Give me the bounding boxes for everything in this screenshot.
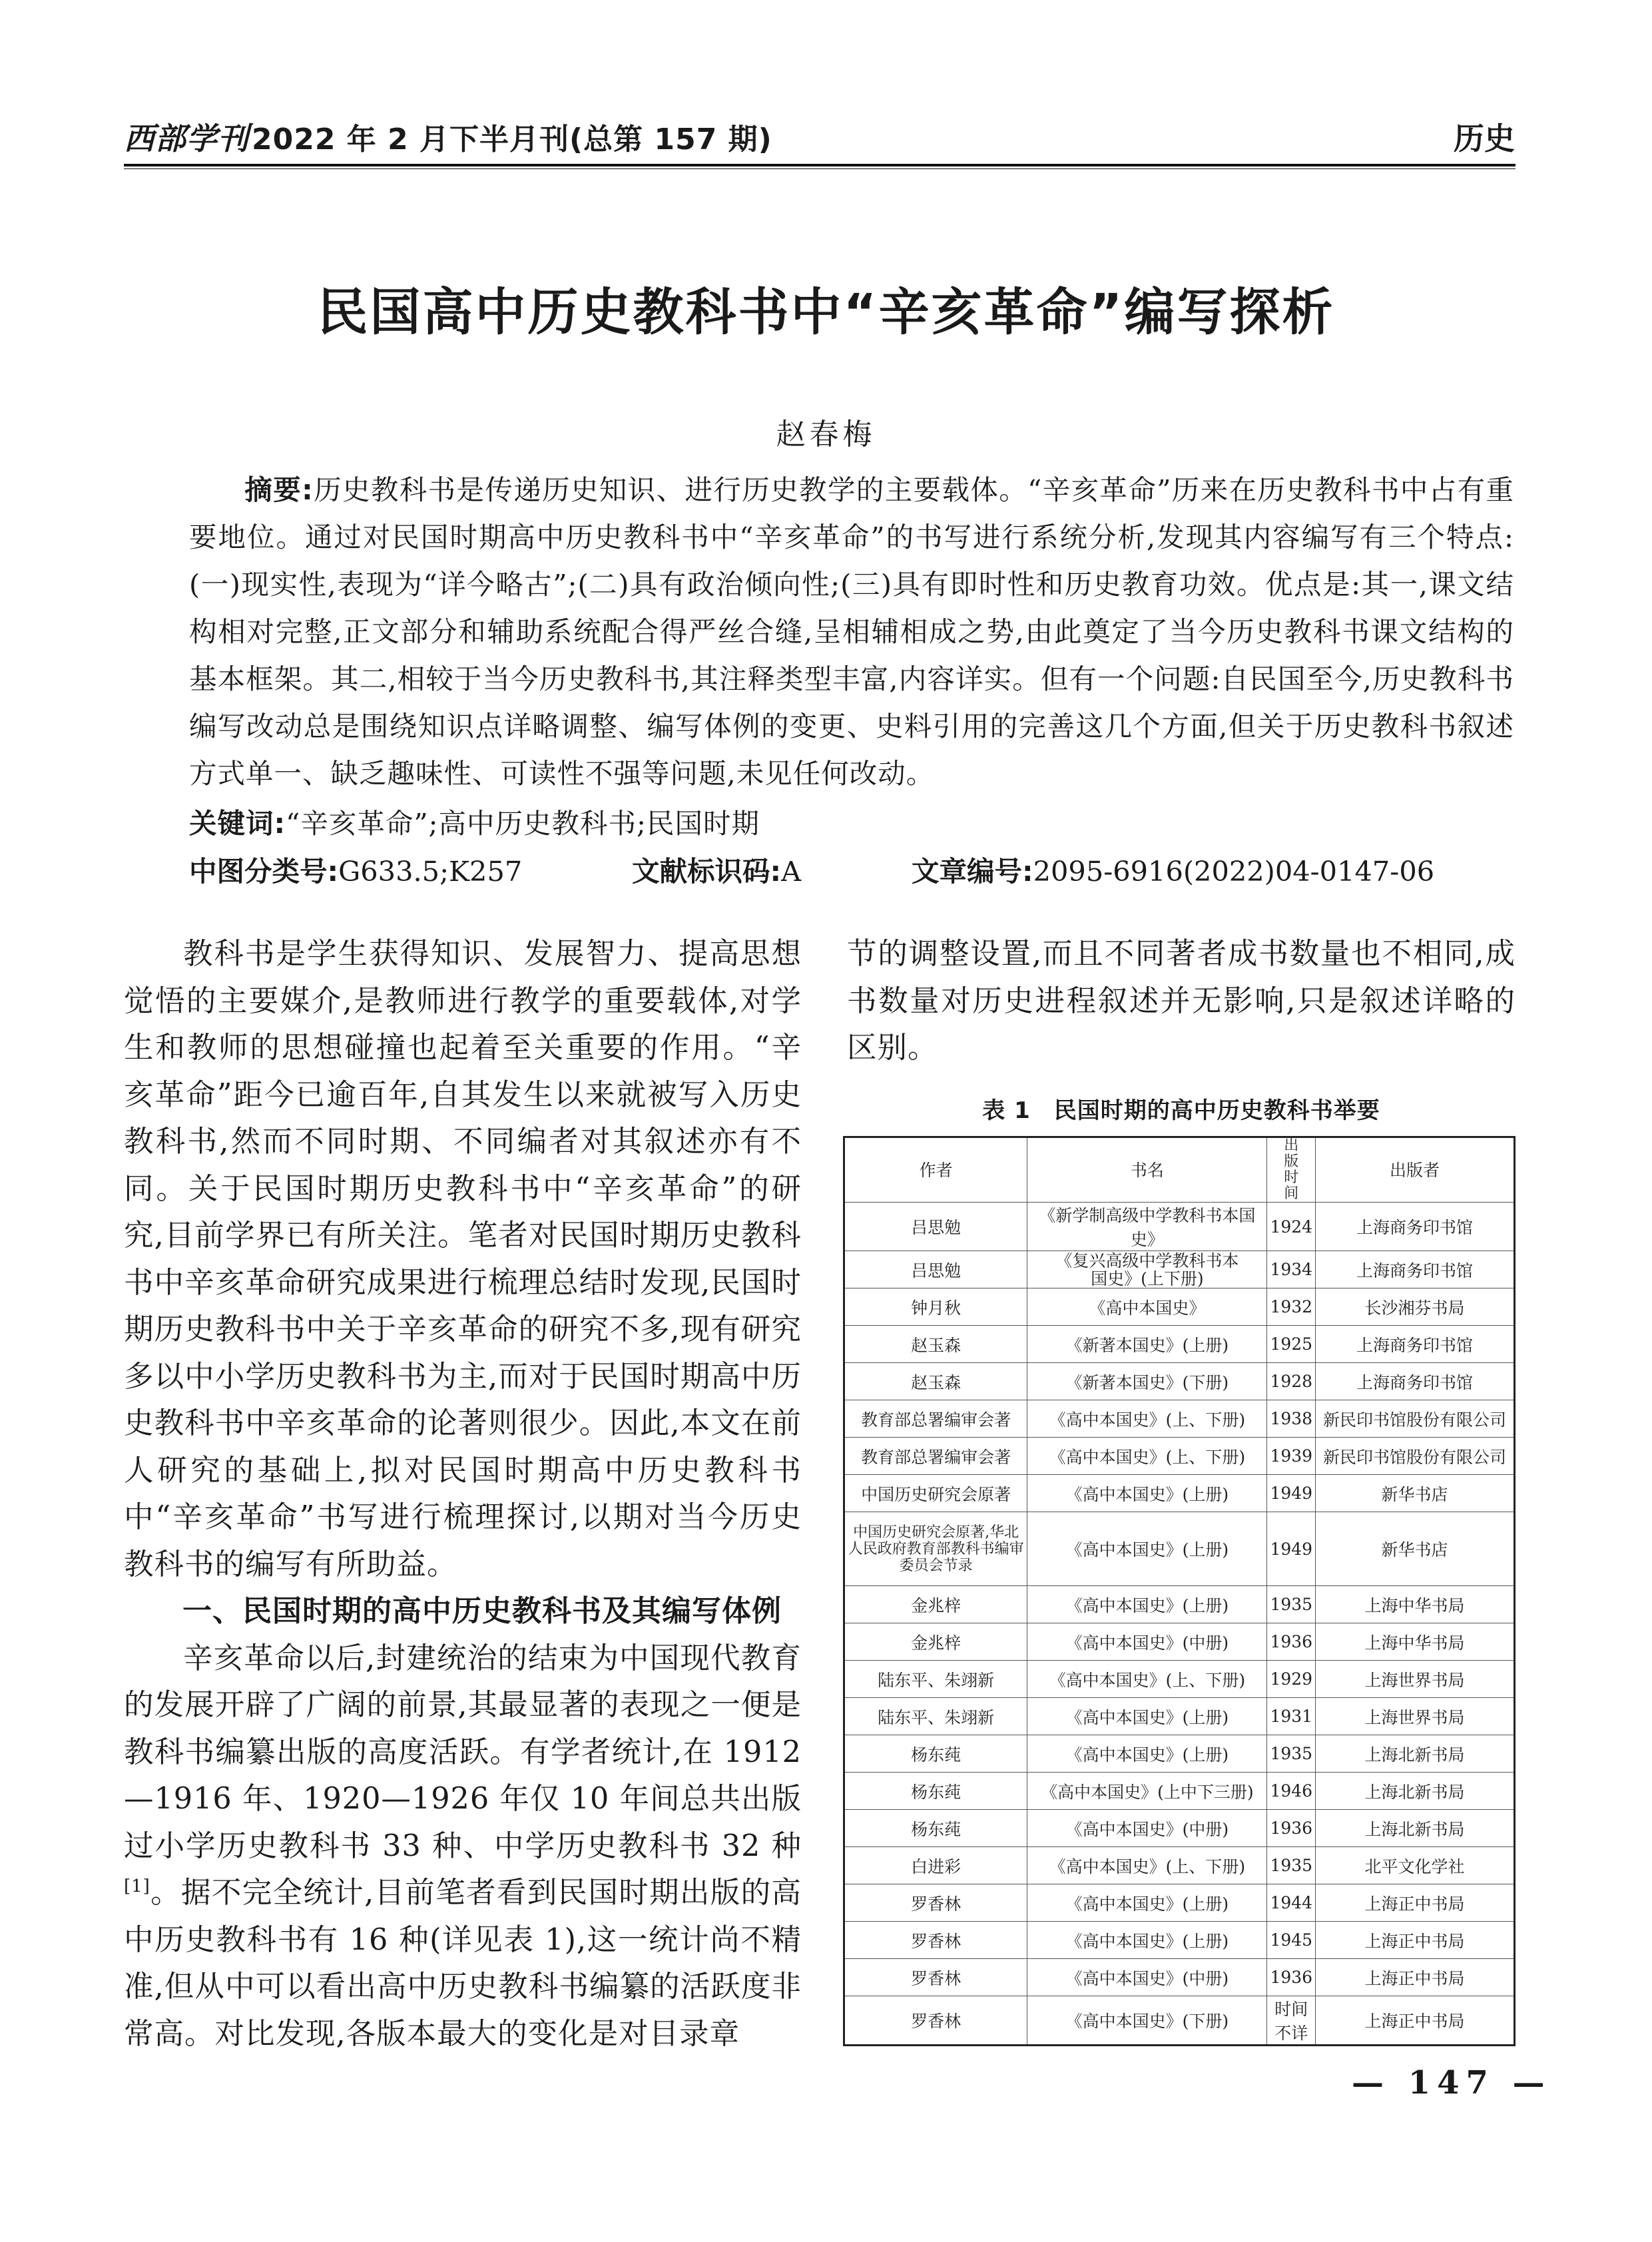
table-row <box>844 1363 1515 1400</box>
section-heading: 一、民国时期的高中历史教科书及其编写体例 <box>182 1594 782 1628</box>
author-name: 赵春梅 <box>776 418 876 451</box>
table-row <box>844 1698 1515 1735</box>
cell-publisher: 上海北新书局 <box>1316 1810 1515 1847</box>
issue-info: 2022 年 2 月下半月刊(总第 157 期) <box>252 123 772 156</box>
table-header-row <box>844 1137 1515 1203</box>
cell-author: 中国历史研究会原著,华北人民政府教育部教科书编审委员会节录 <box>844 1512 1027 1586</box>
cell-title: 《新著本国史》(上册) <box>1027 1326 1267 1363</box>
cell-year: 1932 <box>1267 1288 1316 1326</box>
cell-author: 赵玉森 <box>844 1326 1027 1363</box>
table-row <box>844 1251 1515 1288</box>
header-title: 书名 <box>1027 1137 1267 1203</box>
cell-author: 罗香林 <box>844 1959 1027 1996</box>
cell-title: 《高中本国史》(上、下册) <box>1027 1661 1267 1698</box>
cell-year: 1946 <box>1267 1773 1316 1810</box>
keywords-text: “辛亥革命”;高中历史教科书;民国时期 <box>286 807 760 840</box>
abstract-text: 历史教科书是传递历史知识、进行历史教学的主要载体。“辛亥革命”历来在历史教科书中占有重要地位。通过对民国时期高中历史教科书中“辛亥革命”的书写进行系统分析,发现其内容编写有三个特点:(一)现实性,表现为“详今略古”;(二)具有政治倾向性;(三)具有即时性和历史教育功效。优点是:其一,课文结构相对完整,正文部分和辅助系统配合得严丝合缝,呈相辅相成之势,由此奠定了当今历史教科书课文结构的基本框架。其二,相较于当今历史教科书,其注释类型丰富,内容详实。但有一个问题:自民国至今,历史教科书编写改动总是围绕知识点详略调整、编写体例的变更、史料引用的完善这几个方面,但关于历史教科书叙述方式单一、缺乏趣味性、可读性不强等问题,未见任何改动。 <box>189 473 1514 790</box>
cell-publisher: 上海世界书局 <box>1316 1698 1515 1735</box>
cell-title: 《高中本国史》(上册) <box>1027 1884 1267 1922</box>
cell-author: 钟月秋 <box>844 1288 1027 1326</box>
header-publisher: 出版者 <box>1316 1137 1515 1203</box>
cell-publisher: 北平文化学社 <box>1316 1847 1515 1884</box>
clc-code: 中图分类号:G633.5;K257 <box>189 855 523 888</box>
cell-year: 1935 <box>1267 1735 1316 1773</box>
keywords-label: 关键词: <box>189 807 286 840</box>
cell-author: 罗香林 <box>844 1884 1027 1922</box>
table-row <box>844 1203 1515 1251</box>
cell-year: 1925 <box>1267 1326 1316 1363</box>
cell-title: 《高中本国史》(中册) <box>1027 1959 1267 1996</box>
cell-year: 1949 <box>1267 1512 1316 1586</box>
cell-year: 1924 <box>1267 1203 1316 1251</box>
cell-author: 罗香林 <box>844 1922 1027 1959</box>
cell-publisher: 上海北新书局 <box>1316 1735 1515 1773</box>
cell-title: 《复兴高级中学教科书本国史》(上下册) <box>1027 1251 1267 1288</box>
cell-year: 1945 <box>1267 1922 1316 1959</box>
cell-author: 赵玉森 <box>844 1363 1027 1400</box>
cell-author: 中国历史研究会原著 <box>844 1475 1027 1512</box>
cell-author: 陆东平、朱翊新 <box>844 1698 1027 1735</box>
cell-publisher: 新华书店 <box>1316 1512 1515 1586</box>
cell-author: 金兆梓 <box>844 1586 1027 1623</box>
cell-year: 1949 <box>1267 1475 1316 1512</box>
cell-year: 1935 <box>1267 1847 1316 1884</box>
table-row <box>844 1288 1515 1326</box>
header-rule <box>124 164 1515 166</box>
cell-publisher: 上海正中书局 <box>1316 1922 1515 1959</box>
section-name: 历史 <box>1454 121 1515 156</box>
cell-publisher: 上海商务印书馆 <box>1316 1326 1515 1363</box>
cell-year: 1929 <box>1267 1661 1316 1698</box>
cell-title: 《高中本国史》(上册) <box>1027 1698 1267 1735</box>
cell-title: 《高中本国史》(上册) <box>1027 1922 1267 1959</box>
cell-title: 《高中本国史》(上册) <box>1027 1586 1267 1623</box>
table-row <box>844 1884 1515 1922</box>
cell-author: 白进彩 <box>844 1847 1027 1884</box>
abstract-label: 摘要: <box>244 473 314 506</box>
table-row <box>844 1512 1515 1586</box>
cell-title: 《高中本国史》(中册) <box>1027 1810 1267 1847</box>
table-row <box>844 1922 1515 1959</box>
cell-title: 《高中本国史》(上中下三册) <box>1027 1773 1267 1810</box>
cell-author: 教育部总署编审会著 <box>844 1400 1027 1438</box>
table-row <box>844 1847 1515 1884</box>
cell-author: 吕思勉 <box>844 1251 1027 1288</box>
textbook-table <box>843 1136 1515 2046</box>
cell-title: 《新学制高级中学教科书本国史》 <box>1027 1203 1267 1251</box>
cell-title: 《新著本国史》(下册) <box>1027 1363 1267 1400</box>
table-row <box>844 1996 1515 2046</box>
body-paragraph: 教科书是学生获得知识、发展智力、提高思想觉悟的主要媒介,是教师进行教学的重要载体,对学生和教师的思想碰撞也起着至关重要的作用。“辛亥革命”距今已逾百年,自其发生以来就被写入历史教科书,然而不同时期、不同编者对其叙述亦有不同。关于民国时期历史教科书中“辛亥革命”的研究,目前学界已有所关注。笔者对民国时期历史教科书中辛亥革命研究成果进行梳理总结时发现,民国时期历史教科书中关于辛亥革命的研究不多,现有研究多以中小学历史教科书为主,而对于民国时期高中历史教科书中辛亥革命的论著则很少。因此,本文在前人研究的基础上,拟对民国时期高中历史教科书中“辛亥革命”书写进行梳理探讨,以期对当今历史教科书的编写有所助益。 <box>124 937 802 1581</box>
cell-title: 《高中本国史》(上、下册) <box>1027 1847 1267 1884</box>
cell-publisher: 上海正中书局 <box>1316 1996 1515 2046</box>
cell-publisher: 上海北新书局 <box>1316 1773 1515 1810</box>
cell-publisher: 新民印书馆股份有限公司 <box>1316 1438 1515 1475</box>
article-number: 文章编号:2095-6916(2022)04-0147-06 <box>912 855 1435 888</box>
cell-year: 1938 <box>1267 1400 1316 1438</box>
table-row <box>844 1959 1515 1996</box>
cell-year: 1936 <box>1267 1810 1316 1847</box>
citation-ref: [1] <box>124 1876 150 1897</box>
cell-author: 金兆梓 <box>844 1623 1027 1661</box>
page-number: — 147 — <box>1352 2064 1551 2102</box>
cell-publisher: 新民印书馆股份有限公司 <box>1316 1400 1515 1438</box>
table-row <box>844 1400 1515 1438</box>
cell-title: 《高中本国史》(上册) <box>1027 1475 1267 1512</box>
cell-title: 《高中本国史》(上、下册) <box>1027 1400 1267 1438</box>
table-row <box>844 1735 1515 1773</box>
body-paragraph: 辛亥革命以后,封建统治的结束为中国现代教育的发展开辟了广阔的前景,其最显著的表现之一便是教科书编纂出版的高度活跃。有学者统计,在 1912—1916 年、1920—1926 年仅 10 年间总共出版过小学历史教科书 33 种、中学历史教科书 32 种[1]。据不完全统计,目前笔者看到民国时期出版的高中历史教科书有 16 种(详见表 1),这一统计尚不精准,但从中可以看出高中历史教科书编纂的活跃度非常高。对比发现,各版本最大的变化是对目录章 <box>124 1641 802 2051</box>
table-row <box>844 1586 1515 1623</box>
body-right-column <box>847 931 1515 1072</box>
cell-year: 1928 <box>1267 1363 1316 1400</box>
cell-title: 《高中本国史》(下册) <box>1027 1996 1267 2046</box>
header-year: 出版时间 <box>1267 1137 1316 1203</box>
cell-year: 1931 <box>1267 1698 1316 1735</box>
body-left-column <box>124 931 802 2058</box>
cell-year: 1944 <box>1267 1884 1316 1922</box>
cell-year: 1935 <box>1267 1586 1316 1623</box>
body-paragraph: 节的调整设置,而且不同著者成书数量也不相同,成书数量对历史进程叙述并无影响,只是叙述详略的区别。 <box>847 937 1515 1065</box>
document-code: 文献标识码:A <box>632 855 802 888</box>
table-row <box>844 1623 1515 1661</box>
cell-publisher: 上海中华书局 <box>1316 1623 1515 1661</box>
header-author: 作者 <box>844 1137 1027 1203</box>
cell-year: 时间不详 <box>1267 1996 1316 2046</box>
cell-publisher: 上海正中书局 <box>1316 1884 1515 1922</box>
cell-author: 教育部总署编审会著 <box>844 1438 1027 1475</box>
abstract <box>189 466 1514 797</box>
cell-author: 杨东莼 <box>844 1773 1027 1810</box>
cell-publisher: 上海世界书局 <box>1316 1661 1515 1698</box>
cell-title: 《高中本国史》(上册) <box>1027 1735 1267 1773</box>
cell-publisher: 上海商务印书馆 <box>1316 1203 1515 1251</box>
article-title: 民国高中历史教科书中“辛亥革命”编写探析 <box>317 282 1335 342</box>
cell-publisher: 上海商务印书馆 <box>1316 1251 1515 1288</box>
cell-title: 《高中本国史》(中册) <box>1027 1623 1267 1661</box>
table-row <box>844 1438 1515 1475</box>
cell-year: 1936 <box>1267 1623 1316 1661</box>
cell-title: 《高中本国史》(上册) <box>1027 1512 1267 1586</box>
cell-author: 罗香林 <box>844 1996 1027 2046</box>
table-row <box>844 1475 1515 1512</box>
cell-year: 1936 <box>1267 1959 1316 1996</box>
cell-title: 《高中本国史》 <box>1027 1288 1267 1326</box>
cell-year: 1934 <box>1267 1251 1316 1288</box>
cell-author: 吕思勉 <box>844 1203 1027 1251</box>
cell-publisher: 长沙湘芬书局 <box>1316 1288 1515 1326</box>
cell-author: 杨东莼 <box>844 1810 1027 1847</box>
cell-publisher: 上海正中书局 <box>1316 1959 1515 1996</box>
table-row <box>844 1773 1515 1810</box>
cell-year: 1939 <box>1267 1438 1316 1475</box>
cell-title: 《高中本国史》(上、下册) <box>1027 1438 1267 1475</box>
cell-author: 陆东平、朱翊新 <box>844 1661 1027 1698</box>
table-row <box>844 1326 1515 1363</box>
table-row <box>844 1810 1515 1847</box>
keywords <box>189 801 760 841</box>
cell-author: 杨东莼 <box>844 1735 1027 1773</box>
table-row <box>844 1661 1515 1698</box>
header-rule-thin <box>124 168 1515 169</box>
cell-publisher: 上海商务印书馆 <box>1316 1363 1515 1400</box>
cell-publisher: 上海中华书局 <box>1316 1586 1515 1623</box>
running-header <box>124 115 772 158</box>
journal-name: 西部学刊 <box>124 121 249 156</box>
table-caption: 表 1 民国时期的高中历史教科书举要 <box>982 1097 1380 1124</box>
cell-publisher: 新华书店 <box>1316 1475 1515 1512</box>
